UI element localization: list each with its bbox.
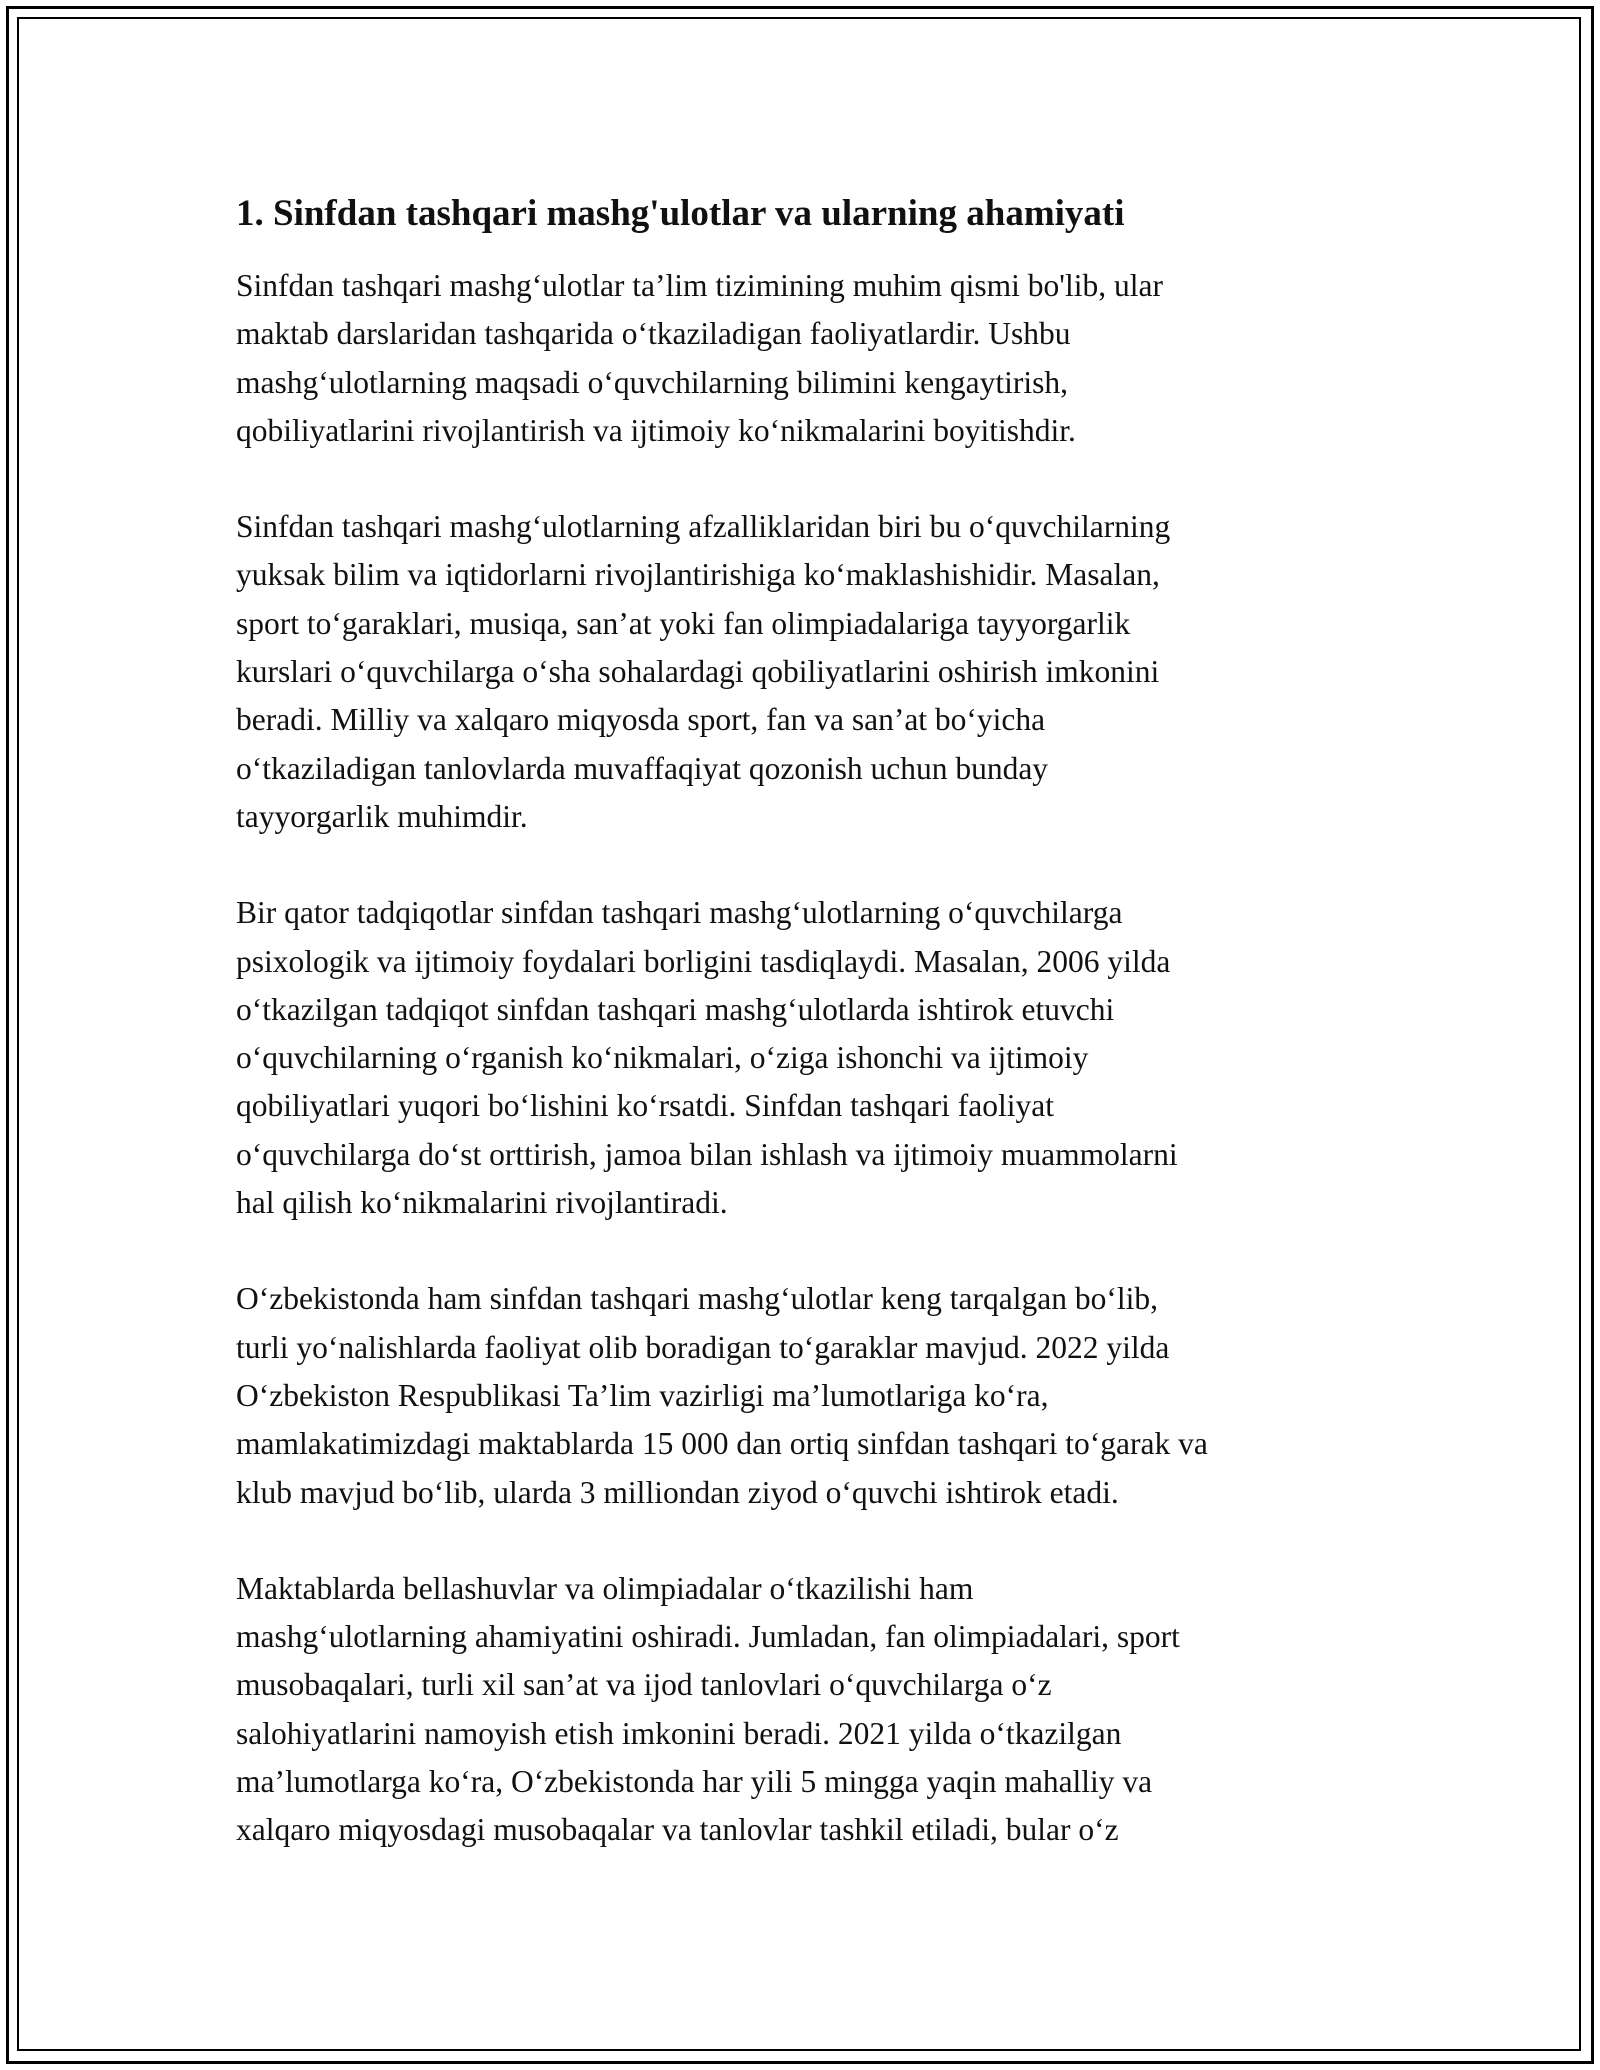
paragraph-1: Sinfdan tashqari mashg‘ulotlar ta’lim tizimining muhim qismi bo'lib, ular maktab darslaridan tashqarida o‘tkaziladigan faoliyatlardir. Ushbu mashg‘ulotlarning maqsadi o‘quvchilarning bilimini kengaytirish, qobiliyatlarini rivojlantirish va ijtimoiy ko‘nikmalarini boyitishdir. (236, 268, 1163, 448)
section-heading: 1. Sinfdan tashqari mashg'ulotlar va ularning ahamiyati (236, 193, 1125, 234)
document-body (236, 186, 1376, 1903)
paragraph-3: Bir qator tadqiqotlar sinfdan tashqari mashg‘ulotlarning o‘quvchilarga psixologik va ijtimoiy foydalari borligini tasdiqlaydi. Masalan, 2006 yilda o‘tkazilgan tadqiqot sinfdan tashqari mashg‘ulotlarda ishtirok etuvchi o‘quvchilarning o‘rganish ko‘nikmalari, o‘ziga ishonchi va ijtimoiy qobiliyatlari yuqori bo‘lishini ko‘rsatdi. Sinfdan tashqari faoliyat o‘quvchilarga do‘st orttirish, jamoa bilan ishlash va ijtimoiy muammolarni hal qilish ko‘nikmalarini rivojlantiradi. (236, 895, 1178, 1221)
paragraph-4: O‘zbekistonda ham sinfdan tashqari mashg‘ulotlar keng tarqalgan bo‘lib, turli yo‘nalishlarda faoliyat olib boradigan to‘garaklar mavjud. 2022 yilda O‘zbekiston Respublikasi Ta’lim vazirligi ma’lumotlariga ko‘ra, mamlakatimizdagi maktablarda 15 000 dan ortiq sinfdan tashqari to‘garak va klub mavjud bo‘lib, ularda 3 milliondan ziyod o‘quvchi ishtirok etadi. (236, 1281, 1208, 1510)
paragraph-5: Maktablarda bellashuvlar va olimpiadalar o‘tkazilishi ham mashg‘ulotlarning ahamiyatini oshiradi. Jumladan, fan olimpiadalari, sport musobaqalari, turli xil san’at va ijod tanlovlari o‘quvchilarga o‘z salohiyatlarini namoyish etish imkonini beradi. 2021 yilda o‘tkazilgan ma’lumotlarga ko‘ra, O‘zbekistonda har yili 5 mingga yaqin mahalliy va xalqaro miqyosdagi musobaqalar va tanlovlar tashkil etiladi, bular o‘z (236, 1570, 1180, 1848)
paragraph-2: Sinfdan tashqari mashg‘ulotlarning afzalliklaridan biri bu o‘quvchilarning yuksak bilim va iqtidorlarni rivojlantirishiga ko‘maklashishidir. Masalan, sport to‘garaklari, musiqa, san’at yoki fan olimpiadalariga tayyorgarlik kurslari o‘quvchilarga o‘sha sohalardagi qobiliyatlarini oshirish imkonini beradi. Milliy va xalqaro miqyosda sport, fan va san’at bo‘yicha o‘tkaziladigan tanlovlarda muvaffaqiyat qozonish uchun bunday tayyorgarlik muhimdir. (236, 509, 1171, 834)
